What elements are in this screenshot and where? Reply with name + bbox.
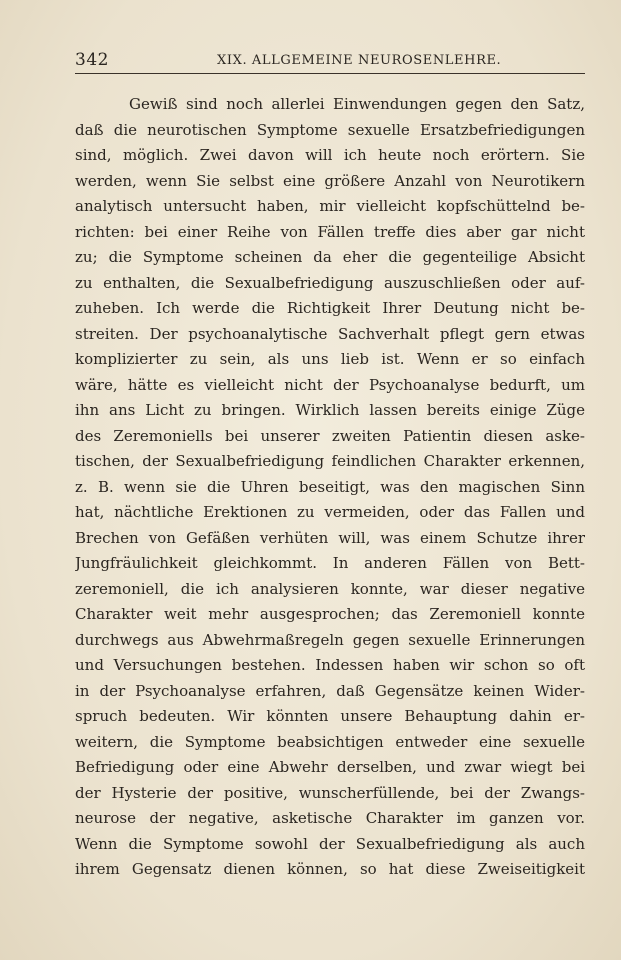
- text-line: daß die neurotischen Symptome sexuelle Ersatzbefriedigungen: [75, 120, 585, 139]
- header-rule: [75, 73, 585, 74]
- text-line: Wenn die Symptome sowohl der Sexualbefriedigung als auch: [75, 834, 585, 853]
- page-number: 342: [75, 50, 109, 70]
- text-line: hat, nächtliche Erektionen zu vermeiden, oder das Fallen und: [75, 503, 585, 521]
- text-line: zu; die Symptome scheinen da eher die gegenteilige Absicht: [75, 248, 585, 266]
- text-line: und Versuchungen bestehen. Indessen haben wir schon so oft: [75, 656, 585, 674]
- running-title: XIX. ALLGEMEINE NEUROSENLEHRE.: [217, 53, 502, 68]
- text-line: Gewiß sind noch allerlei Einwendungen gegen den Satz,: [129, 95, 585, 113]
- text-line: werden, wenn Sie selbst eine größere Anzahl von Neurotikern: [75, 171, 585, 190]
- text-line: streiten. Der psychoanalytische Sachverhalt pflegt gern etwas: [75, 324, 585, 343]
- running-head: [75, 50, 585, 72]
- text-line: wäre, hätte es vielleicht nicht der Psychoanalyse bedurft, um: [75, 375, 585, 394]
- text-line: analytisch untersucht haben, mir vielleicht kopfschüttelnd be-: [75, 197, 585, 215]
- body-text: [75, 92, 585, 883]
- text-line: der Hysterie der positive, wunscherfüllende, bei der Zwangs-: [75, 783, 585, 802]
- text-line: tischen, der Sexualbefriedigung feindlichen Charakter erkennen,: [75, 452, 585, 470]
- text-line: ihn ans Licht zu bringen. Wirklich lassen bereits einige Züge: [75, 401, 585, 419]
- text-line: sind, möglich. Zwei davon will ich heute noch erörtern. Sie: [75, 146, 585, 164]
- text-line: Brechen von Gefäßen verhüten will, was einem Schutze ihrer: [75, 528, 585, 547]
- text-line: Charakter weit mehr ausgesprochen; das Zeremoniell konnte: [75, 605, 585, 623]
- text-line: ihrem Gegensatz dienen können, so hat diese Zweiseitigkeit: [75, 860, 585, 878]
- text-line: zeremoniell, die ich analysieren konnte, war dieser negative: [75, 579, 585, 598]
- text-line: zu enthalten, die Sexualbefriedigung auszuschließen oder auf-: [75, 273, 585, 292]
- text-line: in der Psychoanalyse erfahren, daß Gegensätze keinen Wider-: [75, 681, 585, 700]
- text-line: Jungfräulichkeit gleichkommt. In anderen Fällen von Bett-: [75, 554, 585, 572]
- text-line: des Zeremoniells bei unserer zweiten Patientin diesen aske-: [75, 426, 585, 445]
- text-line: richten: bei einer Reihe von Fällen treffe dies aber gar nicht: [75, 222, 585, 241]
- text-line: z. B. wenn sie die Uhren beseitigt, was den magischen Sinn: [75, 477, 585, 496]
- text-line: durchwegs aus Abwehrmaßregeln gegen sexuelle Erinnerungen: [75, 630, 585, 649]
- text-line: weitern, die Symptome beabsichtigen entweder eine sexuelle: [75, 732, 585, 751]
- text-line: spruch bedeuten. Wir könnten unsere Behauptung dahin er-: [75, 707, 585, 725]
- text-line: komplizierter zu sein, als uns lieb ist. Wenn er so einfach: [75, 350, 585, 368]
- text-line: neurose der negative, asketische Charakter im ganzen vor.: [75, 809, 585, 827]
- text-line: Befriedigung oder eine Abwehr derselben, und zwar wiegt bei: [75, 758, 585, 776]
- text-line: zuheben. Ich werde die Richtigkeit Ihrer Deutung nicht be-: [75, 299, 585, 317]
